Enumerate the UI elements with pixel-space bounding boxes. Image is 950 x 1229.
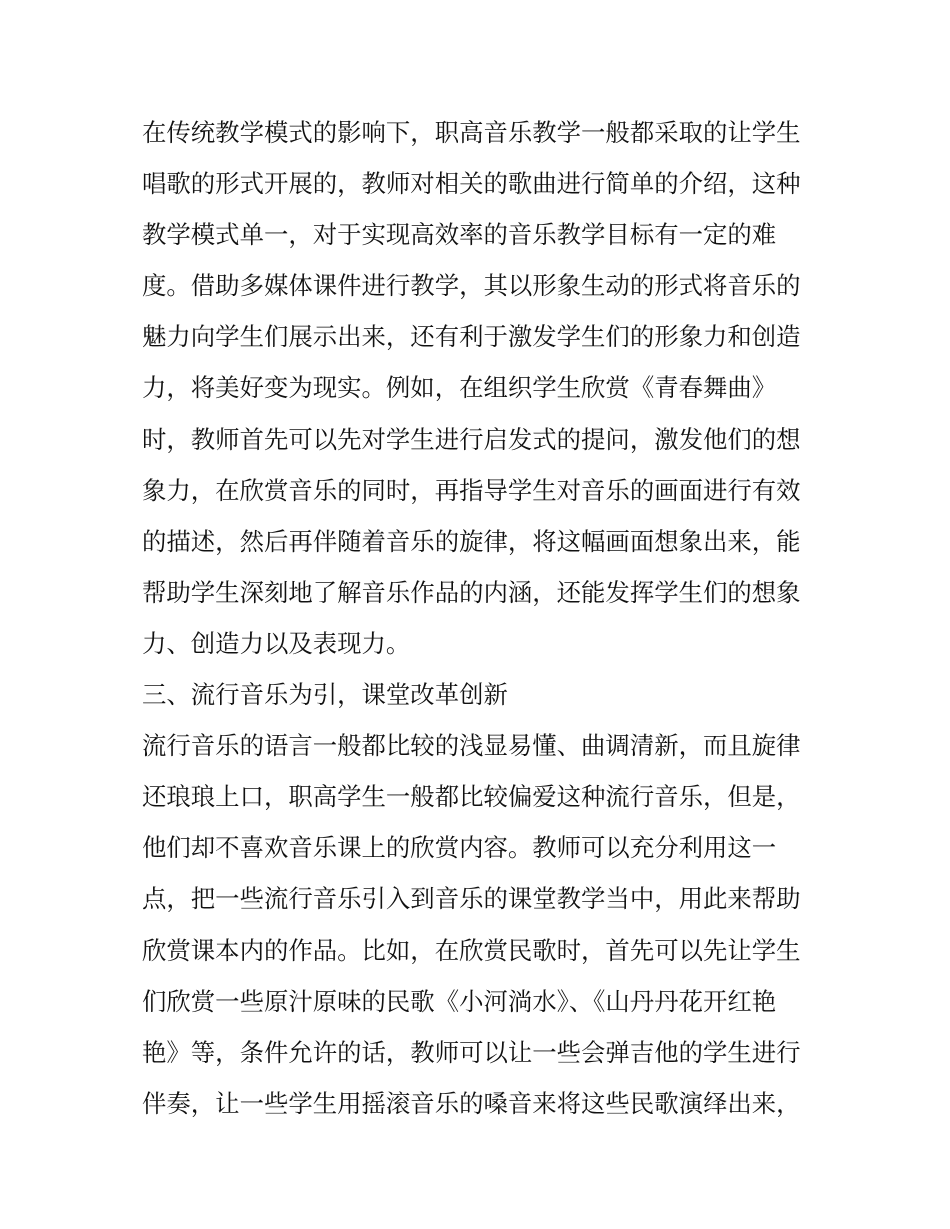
text-line: 唱歌的形式开展的，教师对相关的歌曲进行简单的介绍，这种 — [142, 169, 801, 199]
text-line: 帮助学生深刻地了解音乐作品的内涵，还能发挥学生们的想象 — [142, 577, 801, 607]
text-line: 在传统教学模式的影响下，职高音乐教学一般都采取的让学生 — [142, 118, 801, 147]
text-line: 伴奏，让一些学生用摇滚音乐的嗓音来将这些民歌演绎出来， — [142, 1088, 801, 1118]
section-heading: 三、流行音乐为引，课堂改革创新 — [142, 680, 508, 710]
body-text — [142, 107, 822, 1129]
text-line: 的描述，然后再伴随着音乐的旋律，将这幅画面想象出来，能 — [142, 526, 801, 556]
text-line: 他们却不喜欢音乐课上的欣赏内容。教师可以充分利用这一 — [142, 833, 777, 863]
text-line: 度。借助多媒体课件进行教学，其以形象生动的形式将音乐的 — [142, 271, 801, 301]
text-line: 时，教师首先可以先对学生进行启发式的提问，激发他们的想 — [142, 424, 801, 454]
text-line: 还琅琅上口，职高学生一般都比较偏爱这种流行音乐，但是， — [142, 782, 801, 812]
text-line: 点，把一些流行音乐引入到音乐的课堂教学当中，用此来帮助 — [142, 884, 801, 914]
text-line: 艳》等，条件允许的话，教师可以让一些会弹吉他的学生进行 — [142, 1037, 801, 1067]
text-line: 教学模式单一，对于实现高效率的音乐教学目标有一定的难 — [142, 220, 777, 250]
text-line: 欣赏课本内的作品。比如，在欣赏民歌时，首先可以先让学生 — [142, 935, 801, 965]
text-line: 们欣赏一些原汁原味的民歌《小河淌水》、《山丹丹花开红艳 — [142, 986, 777, 1016]
text-line: 力，将美好变为现实。例如，在组织学生欣赏《青春舞曲》 — [142, 373, 777, 403]
text-line: 象力，在欣赏音乐的同时，再指导学生对音乐的画面进行有效 — [142, 475, 801, 505]
text-line: 魅力向学生们展示出来，还有利于激发学生们的形象力和创造 — [142, 322, 801, 352]
text-line: 流行音乐的语言一般都比较的浅显易懂、曲调清新，而且旋律 — [142, 731, 801, 761]
text-line: 力、创造力以及表现力。 — [142, 628, 411, 658]
